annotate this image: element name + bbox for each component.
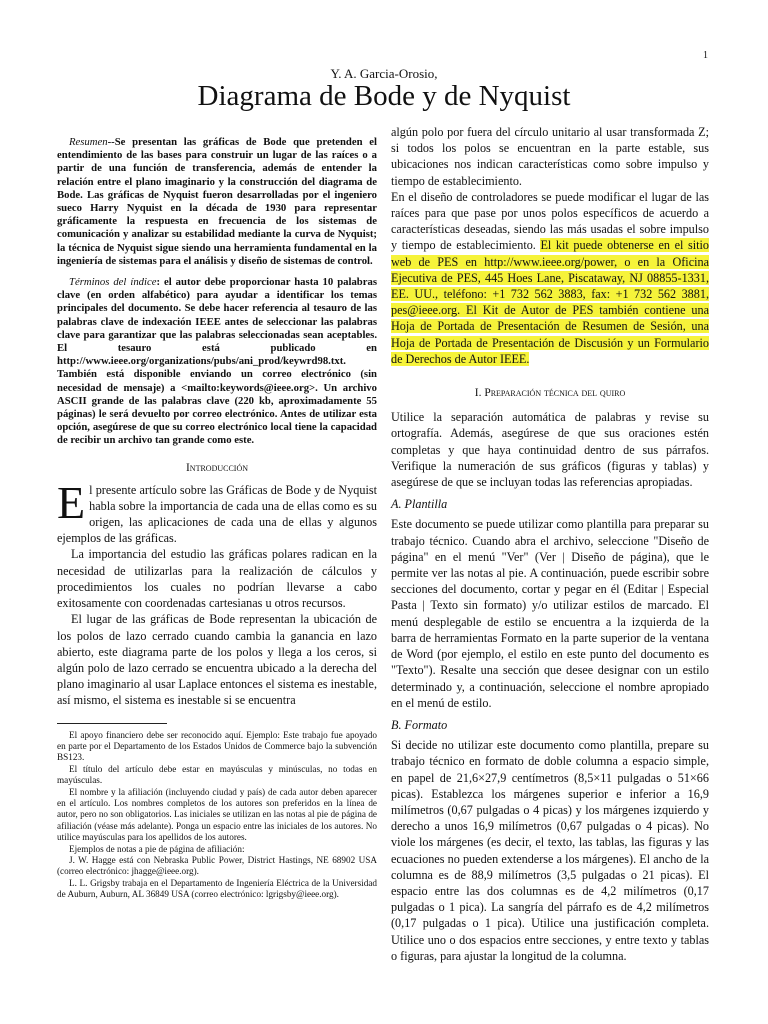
section-paragraph: Utilice la separación automática de palabras y revise su ortografía. Además, asegúrese de que sus oraciones estén completas y que haya continuidad dentro de sus párrafos. Verifique la numeración de sus gráficos (figuras y tablas) y asegúrese de que se incluyan todas las referencias apropiadas. (391, 410, 709, 490)
index-terms-label: Términos del índice (69, 276, 157, 289)
paper-title: Diagrama de Bode y de Nyquist (197, 80, 571, 112)
intro-p1-text: l presente artículo sobre las Gráficas de Bode y de Nyquist habla sobre la importancia de cada una de ellas como es su origen, las aplicaciones de cada una de ellas y algunos ejemplos de las gráficas. (57, 482, 377, 546)
page-number: 1 (703, 50, 708, 61)
section-heading: I. Preparación técnica del quiro (474, 387, 626, 400)
index-terms-text: : el autor debe proporcionar hasta 10 palabras clave (en orden alfabético) para ayudar a identificar los temas principales del documento. Se debe hacer referencia al tesauro de las palabras clave de indexación IEEE antes de seleccionar las palabras clave para garantizar que las palabras seleccionadas sean aceptables. El tesauro está publicado en http://www.ieee.org/organizations/pubs/ani_prod/keywrd98.txt. También está disponible enviando un correo electrónico (sin necesidad de mensaje) a <mailto:keywords@ieee.org>. Un archivo ASCII grande de las palabras clave (220 kb, aproximadamente 55 páginas) le será devuelto por correo electrónico. Antes de utilizar esta opción, asegúrese de que su correo electrónico local tiene la capacidad de recibir un archivo tan grande como este. (57, 276, 377, 447)
footnote: J. W. Hagge está con Nebraska Public Power, District Hastings, NE 68902 USA (correo electrónico: jhagge@ieee.org). (57, 854, 377, 877)
highlighted-text: El kit puede obtenerse en el sitio web de PES en http://www.ieee.org/power, o en la Oficina Ejecutiva de PES, 445 Hoes Lane, Piscataway, NJ 08855-1331, EE. UU., teléfono: +1 732 562 3883, fax: +1 732 562 3881, pes@ieee.org. El Kit de Autor de PES también contiene una Hoja de Portada de Presentación de Resumen de Sesión, una Hoja de Portada de Presentación de Discusión y un Formulario de Derechos de Autor IEEE. (391, 238, 709, 366)
footnotes (57, 730, 377, 901)
footnote: L. L. Grigsby trabaja en el Departamento de Ingeniería Eléctrica de la Universidad de Auburn, Auburn, AL 36849 USA (correo electrónico: lgrigsby@ieee.org). (57, 877, 377, 900)
intro-heading: Introducción (185, 461, 249, 474)
abstract-label: Resumen (69, 136, 108, 148)
footnote: Ejemplos de notas a pie de página de afiliación: (69, 843, 245, 854)
author-line: Y. A. Garcia-Orosio, (330, 66, 438, 81)
subsection-a-heading: A. Plantilla (391, 497, 448, 512)
design-paragraph (391, 189, 709, 367)
index-terms (57, 276, 377, 448)
footnote: El nombre y la afiliación (incluyendo ciudad y país) de cada autor deben aparecer en el artículo. Los nombres completos de los autores son preferidos en la línea de autor, pero no son obligatorios. Las iniciales se utilizan en las notas al pie de página de afiliación (véase más adelante). Ponga un espacio entre las iniciales de los autores. No utilice mayúsculas para los apellidos de los autores. (57, 786, 377, 843)
abstract-text: --Se presentan las gráficas de Bode que pretenden el entendimiento de las bases para construir un lugar de las raíces o a partir de una función de transferencia, además de entender la relación entre el plano imaginario y la construcción del diagrama de Bode. Las gráficas de Nyquist fueron desarrolladas por el ingeniero sueco Harry Nyquist en la década de 1930 para representar gráficamente la respuesta en frecuencia de los sistemas de comunicación y analizar su estabilidad mediante la curva de Nyquist; la técnica de Nyquist sigue siendo una herramienta fundamental en la ingeniería de sistemas para el análisis y diseño de sistemas de control. (57, 136, 377, 267)
footnote-rule (57, 723, 167, 724)
intro-body (57, 476, 377, 709)
subsection-a-paragraph: Este documento se puede utilizar como plantilla para preparar su trabajo técnico. Cuando abra el archivo, seleccione "Diseño de página" en el menú "Ver" (Ver | Diseño de página), que le permite ver las notas al pie. A continuación, puede escribir sobre secciones del documento, cortar y pegar en él (Editar | Especial Pasta | Texto sin formato) y/o utilizar estilos de marcado. El menú desplegable de estilo se encuentra a la izquierda de la barra de herramientas Formato en la parte superior de la ventana de Word (por ejemplo, el estilo en este punto del documento es "Texto"). Resalte una sección que desee designar con un estilo determinado y, a continuación, seleccione el nombre apropiado en el menú de estilo. (391, 517, 709, 710)
design-text: En el diseño de controladores se puede modificar el lugar de las raíces para que pase por unos polos específicos de acuerdo a características deseadas, siendo las más usadas el sobre impulso y tiempo de establecimiento. (391, 189, 709, 253)
subsection-b-paragraph: Si decide no utilizar este documento como plantilla, prepare su trabajo técnico en formato de doble columna a espacio simple, en papel de 21,6×27,9 centímetros (8,5×11 pulgadas o 51×66 picas). Establezca los márgenes superior e inferior a 16,9 milímetros (0,67 pulgadas o 4 picas) y los márgenes izquierdo y derecho a unos 16,9 milímetros (0,67 pulgadas o 4 picas). No viole los márgenes (es decir, el texto, las tablas, las figuras y las ecuaciones no pueden extenderse a los márgenes). El ancho de la columna es de 88,9 milímetros (3,5 pulgadas o 21 picas). El espacio entre las dos columnas es de 4,2 milímetros (0,17 pulgadas o 1 pica). La sangría del párrafo es de 4,2 milímetros (0,17 pulgadas o 1 pica). Utilice una justificación completa. Utilice uno o dos espacios entre secciones, y entre texto y tablas o figuras, para ajustar la longitud de la columna. (391, 738, 709, 963)
right-column (391, 124, 709, 964)
drop-cap: E (57, 476, 86, 528)
intro-paragraph-1 (57, 476, 377, 547)
continued-paragraph: algún polo por fuera del círculo unitario al usar transformada Z; si todos los polos se encuentran en la parte estable, sus ubicaciones nos indican características como sobre impulso y tiempo de establecimiento. (391, 125, 709, 188)
left-column (57, 136, 377, 901)
footnote: El título del artículo debe estar en mayúsculas y minúsculas, no todas en mayúsculas. (57, 763, 377, 786)
abstract (57, 136, 377, 268)
intro-paragraph-2: La importancia del estudio las gráficas polares radican en la necesidad de utilizarlas para la realización de cálculos y procedimientos los cuales no podrían llevarse a cabo exitosamente con coordenadas cartesianas u otros recursos. (57, 547, 377, 611)
intro-paragraph-3: El lugar de las gráficas de Bode representan la ubicación de los polos de lazo cerrado cuando cambia la ganancia en lazo abierto, este diagrama parte de los polos y llega a los ceros, si algún polo de lazo cerrado se encuentra ubicado a la derecha del plano imaginario al usar Laplace entonces el sistema es inestable, así mismo, el sistema es inestable si se encuentra (57, 612, 377, 708)
subsection-b-heading: B. Formato (391, 717, 448, 732)
footnote: El apoyo financiero debe ser reconocido aquí. Ejemplo: Este trabajo fue apoyado en parte por el Departamento de los Estados Unidos de Commerce bajo la subvención BS123. (57, 729, 377, 763)
